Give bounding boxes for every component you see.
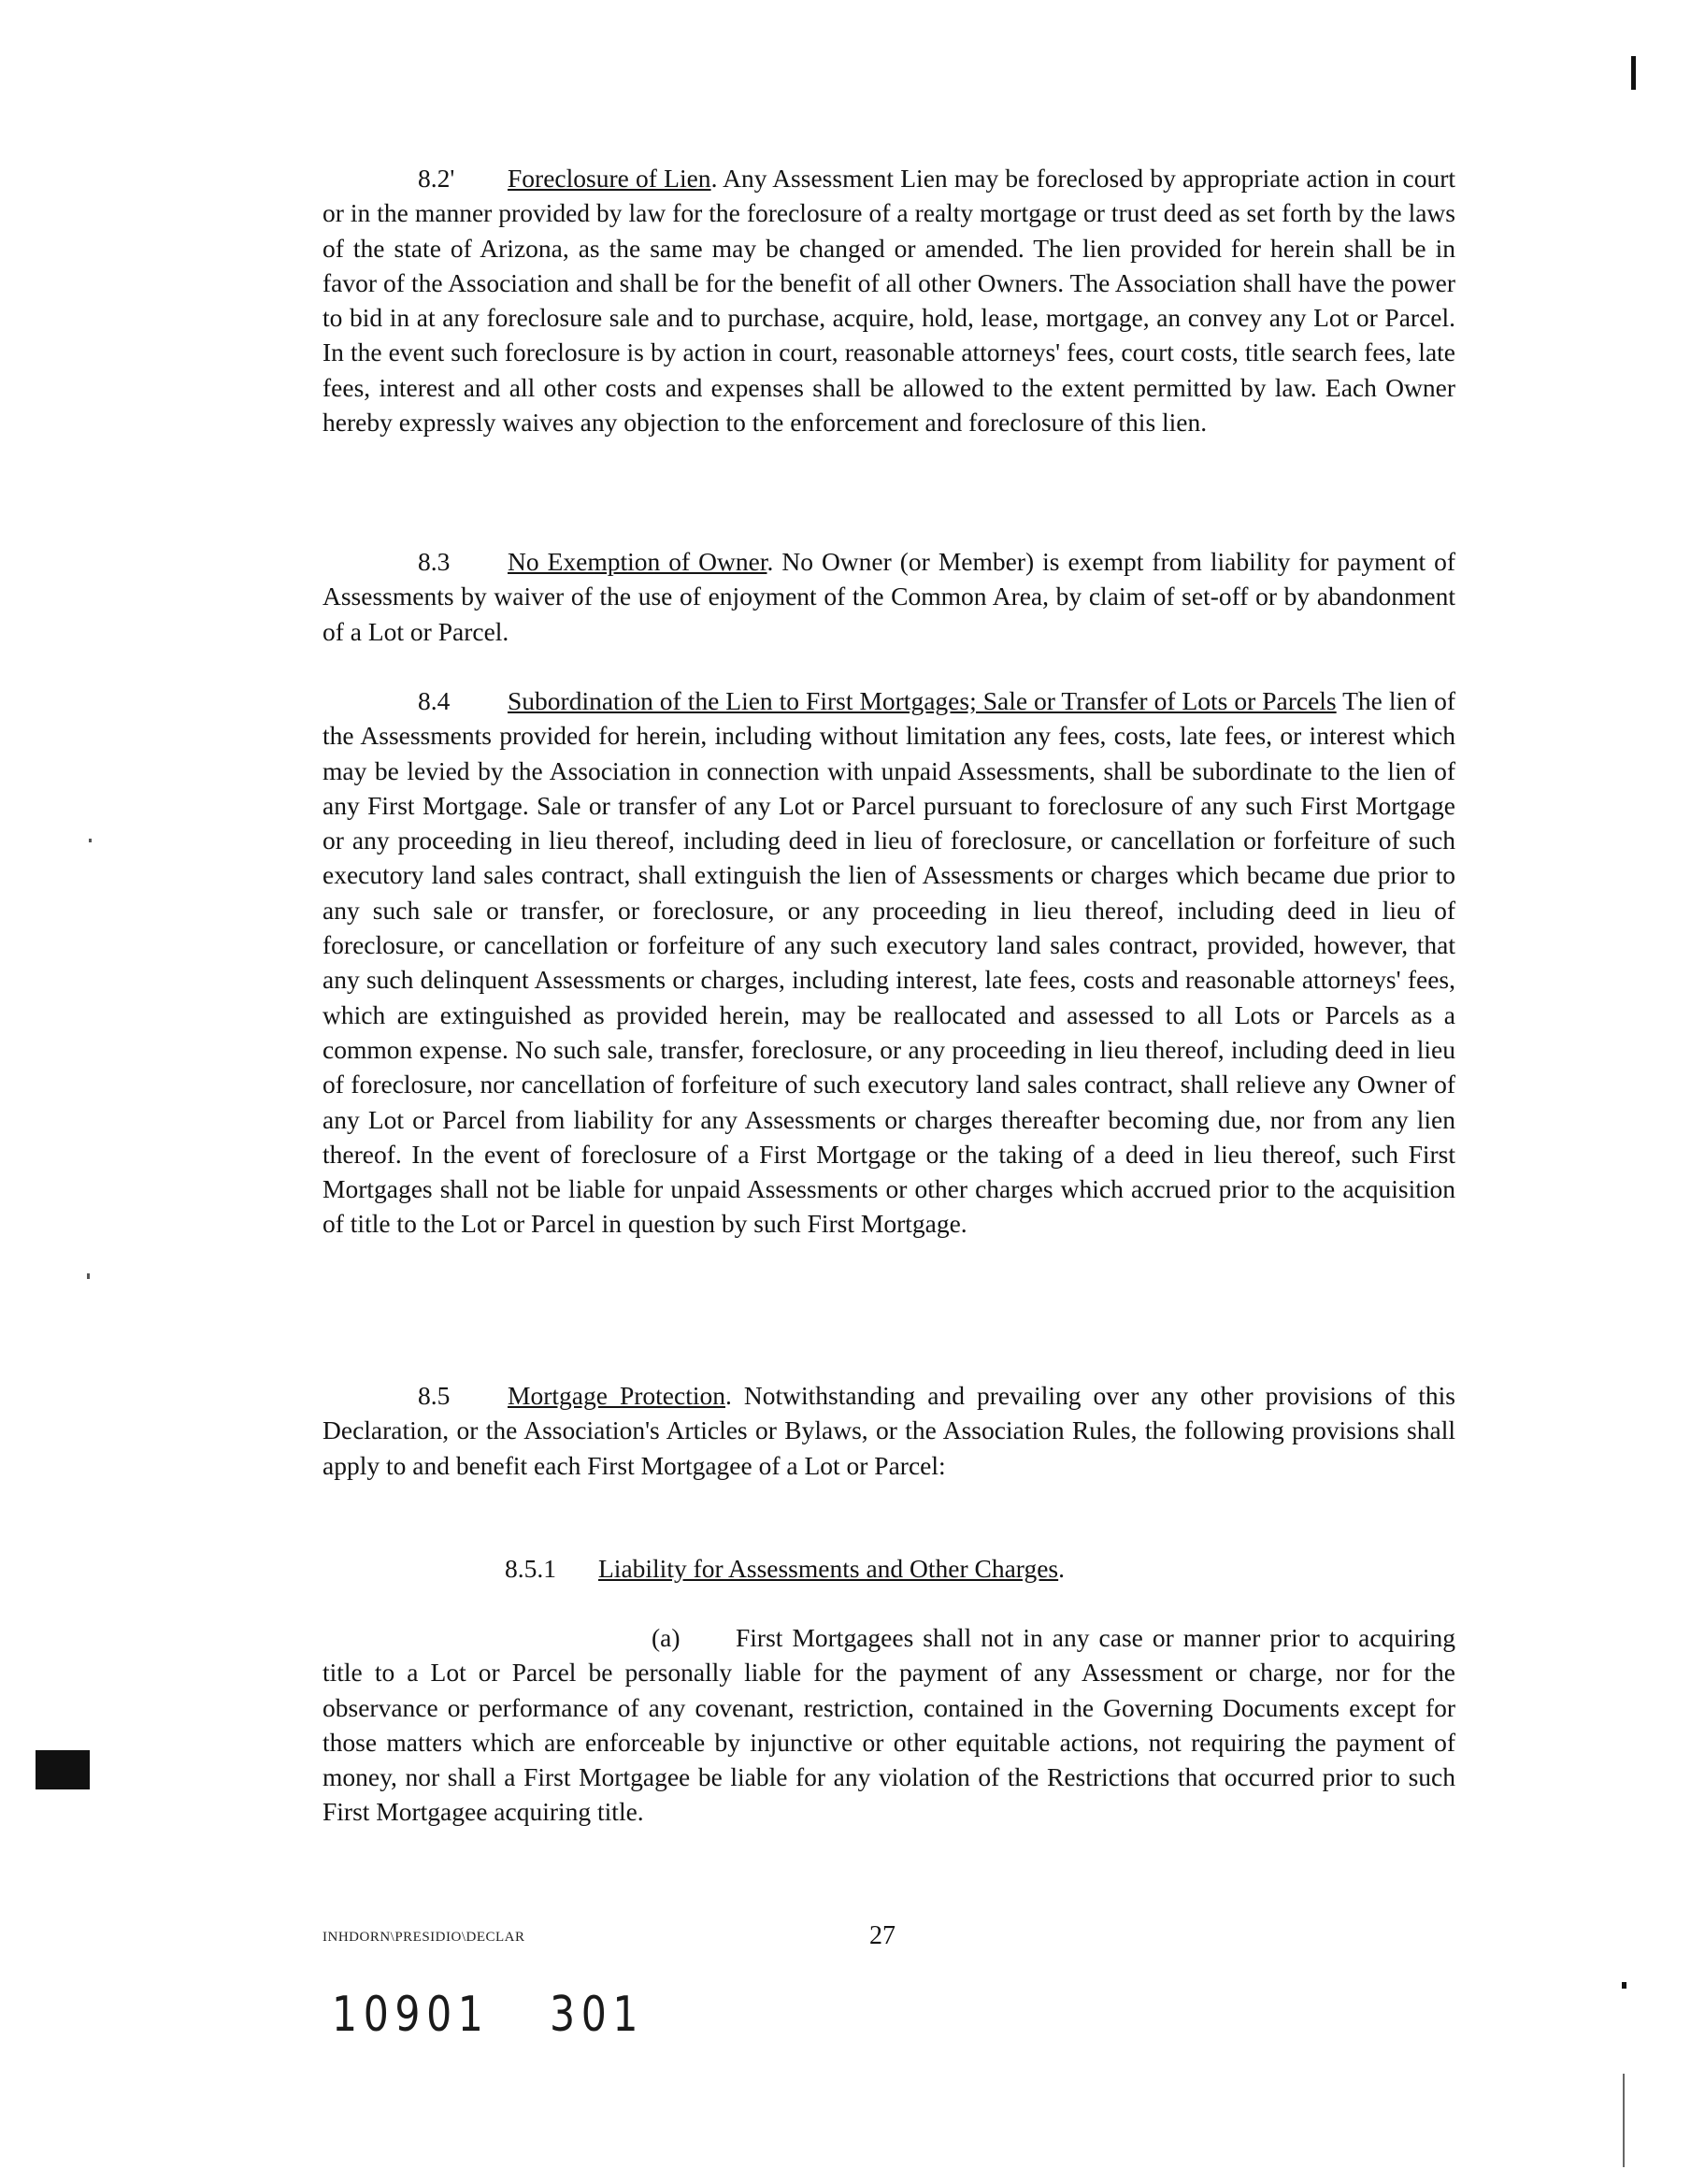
section-number: 8.4 (418, 686, 451, 715)
section-body: The lien of the Assessments provided for herein, including without limitation any fees, costs, late fees, or interest which may be levied by the Association in connection with unpaid Assessments, shall be subordinate to the lien of any First Mortgage. Sale or transfer of any Lot or Parcel pursuant to foreclosure of any such First Mortgage or any proceeding in lieu thereof, including deed in lieu of foreclosure, or cancellation or forfeiture of such executory land sales contract, shall extinguish the lien of Assessments or charges which became due prior to any such sale or transfer, or foreclosure, or any proceeding in lieu thereof, including deed in lieu of foreclosure, or cancellation or forfeiture of any such executory land sales contract, provided, however, that any such delinquent Assessments or charges, including interest, late fees, costs and reasonable attorneys' fees, which are extinguished as provided herein, may be reallocated and assessed to all Lots or Parcels as a common expense. No such sale, transfer, foreclosure, or any proceeding in lieu thereof, including deed in lieu of foreclosure, nor cancellation of forfeiture of such executory land sales contract, shall relieve any Owner of any Lot or Parcel from liability for any Assessments or charges thereafter becoming due, nor from any lien thereof. In the event of foreclosure of a First Mortgage or the taking of a deed in lieu thereof, such First Mortgages shall not be liable for unpaid Assessments or other charges which accrued prior to the acquisition of title to the Lot or Parcel in question by such First Mortgage. (322, 686, 1455, 1239)
section-heading: Foreclosure of Lien (508, 164, 711, 193)
scan-dot (87, 1273, 90, 1279)
scan-mark-left-block (36, 1750, 90, 1789)
section-body: . Notwithstanding and prevailing over any other provisions of this Declaration, or the Association's Articles or Bylaws, or the Association Rules, the following provisions shall apply to and benefit each First Mortgagee of a Lot or Parcel: (322, 1381, 1455, 1480)
scan-dot (89, 839, 92, 842)
section-heading: No Exemption of Owner (508, 547, 767, 576)
scan-dot (1622, 1982, 1626, 1989)
section-body: . No Owner (or Member) is exempt from liability for payment of Assessments by waiver of the use of enjoyment of the Common Area, by claim of set-off or by abandonment of a Lot or Parcel. (322, 547, 1456, 646)
page-number: 27 (869, 1921, 895, 1950)
section-8-2 (322, 161, 1455, 439)
section-8-3 (322, 544, 1455, 649)
subsection-8-5-1 (505, 1551, 1065, 1586)
scan-mark-top-right (1631, 56, 1636, 90)
subparagraph-a (322, 1620, 1455, 1830)
subparagraph-marker: (a) (652, 1623, 681, 1652)
section-number: 8.2' (418, 164, 455, 193)
subsection-number: 8.5.1 (505, 1554, 556, 1583)
section-number: 8.3 (418, 547, 451, 576)
section-number: 8.5 (418, 1381, 451, 1410)
section-body: . Any Assessment Lien may be foreclosed by appropriate action in court or in the manner provided by law for the foreclosure of a realty mortgage or trust deed as set forth by the laws of the state of Arizona, as the same may be changed or amended. The lien provided for herein shall be in favor of the Association and shall be for the benefit of all other Owners. The Association shall have the power to bid in at any foreclosure sale and to purchase, acquire, hold, lease, mortgage, an convey any Lot or Parcel. In the event such foreclosure is by action in court, reasonable attorneys' fees, court costs, title search fees, late fees, interest and all other costs and expenses shall be allowed to the extent permitted by law. Each Owner hereby expressly waives any objection to the enforcement and foreclosure of this lien. (322, 164, 1455, 438)
subsection-heading: Liability for Assessments and Other Charges (598, 1554, 1059, 1583)
recording-page-number: 301 (550, 1987, 645, 2043)
section-8-5 (322, 1378, 1455, 1483)
section-8-4 (322, 683, 1455, 1242)
scan-mark-bottom-right-line (1623, 2074, 1625, 2167)
footer-file-path: INHDORN\PRESIDIO\DECLAR (322, 1930, 525, 1945)
section-heading: Mortgage Protection (508, 1381, 725, 1410)
section-heading: Subordination of the Lien to First Mortgages; Sale or Transfer of Lots or Parcels (508, 686, 1337, 715)
recording-book-number: 10901 (332, 1987, 490, 2043)
subparagraph-body: First Mortgagees shall not in any case or manner prior to acquiring title to a Lot or Parcel be personally liable for the payment of any Assessment or charge, nor for the observance or performance of any covenant, restriction, contained in the Governing Documents except for those matters which are enforceable by injunctive or other equitable actions, not requiring the payment of money, nor shall a First Mortgagee be liable for any violation of the Restrictions that occurred prior to such First Mortgagee acquiring title. (322, 1623, 1455, 1827)
subsection-suffix: . (1058, 1554, 1066, 1583)
